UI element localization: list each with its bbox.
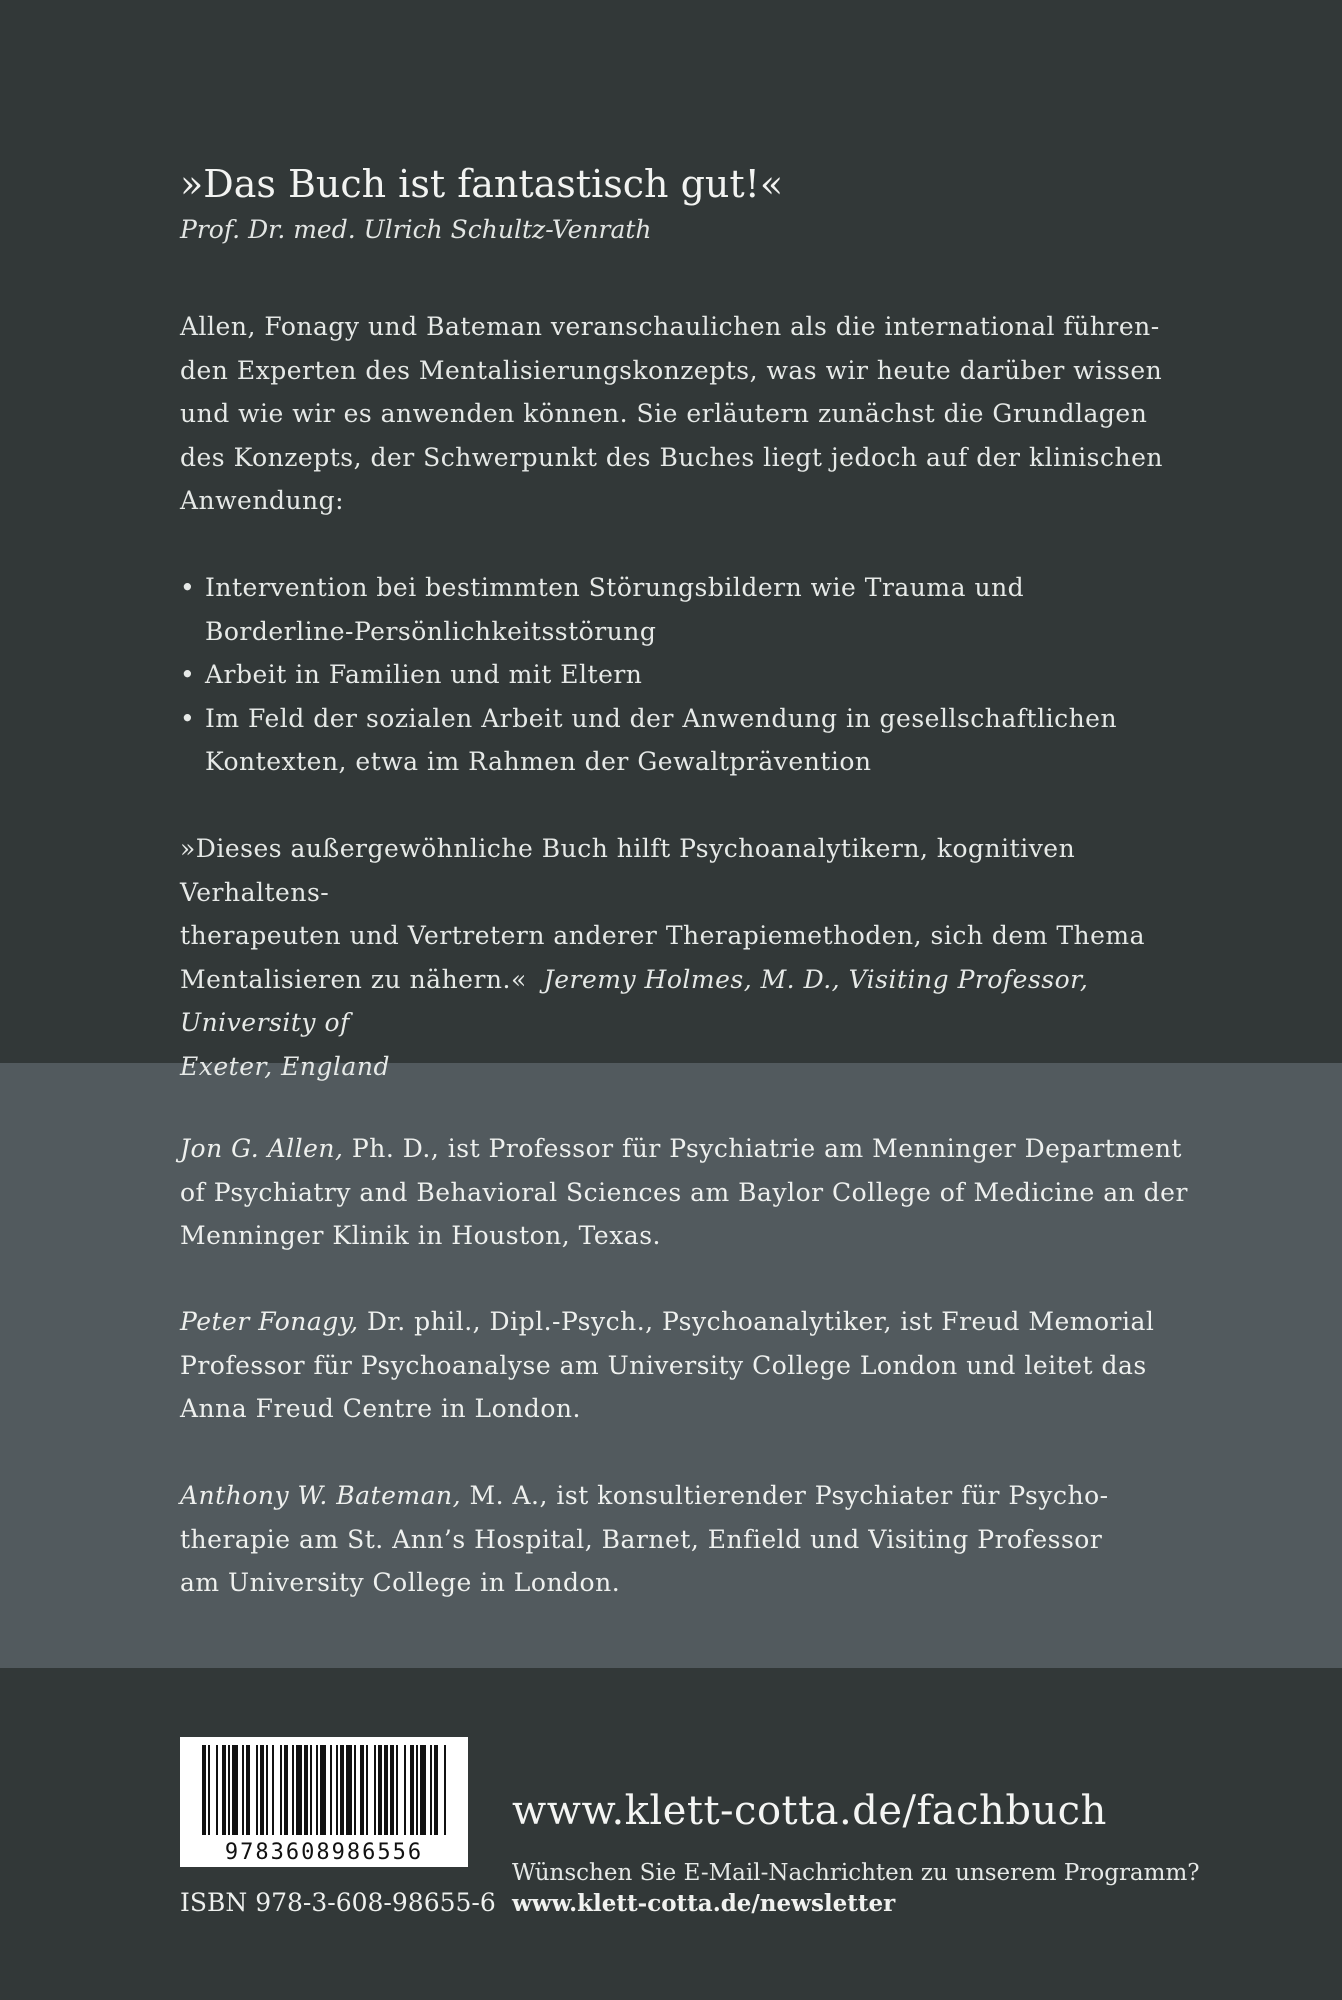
barcode-bar bbox=[304, 1745, 308, 1835]
headline-attribution: Prof. Dr. med. Ulrich Schultz-Venrath bbox=[180, 215, 652, 244]
barcode-bar bbox=[208, 1745, 210, 1835]
barcode-bar bbox=[320, 1745, 326, 1835]
barcode-bar bbox=[272, 1745, 274, 1835]
intro-line: Anwendung: bbox=[180, 486, 345, 515]
barcode-bar bbox=[202, 1745, 206, 1835]
barcode-bar bbox=[374, 1745, 376, 1835]
barcode-number: 9783608986556 bbox=[224, 1840, 424, 1865]
intro-line: des Konzepts, der Schwerpunkt des Buches liegt jedoch auf der klinischen bbox=[180, 442, 1164, 472]
bullet-icon: • bbox=[180, 660, 196, 689]
barcode bbox=[180, 1737, 468, 1867]
author-name: Peter Fonagy, bbox=[180, 1307, 359, 1336]
author-name: Jon G. Allen, bbox=[180, 1134, 344, 1163]
barcode-bar bbox=[316, 1745, 318, 1835]
barcode-bar bbox=[266, 1745, 268, 1835]
list-item: • Arbeit in Familien und mit Eltern bbox=[180, 653, 1220, 697]
review-attribution-cont: Exeter, England bbox=[180, 1051, 390, 1081]
barcode-bar bbox=[260, 1745, 264, 1835]
review-quote: »Dieses außergewöhnliche Buch hilft Psychoanalytikern, kognitiven Verhaltens- therapeuten und Vertretern anderer Therapiemethoden, sich dem Thema Mentalisieren zu nähern.« Jeremy Holmes, M. D., Visiting Professor, University of Exeter, England bbox=[180, 834, 1146, 1081]
list-item: • Im Feld der sozialen Arbeit und der Anwendung in gesellschaftlichen Kontexten, etwa im Rahmen der Gewaltprävention bbox=[180, 697, 1220, 784]
barcode-bar bbox=[416, 1745, 418, 1835]
intro-paragraph bbox=[180, 305, 1220, 523]
intro-line: den Experten des Mentalisierungskonzepts, was wir heute darüber wissen bbox=[180, 355, 1163, 385]
barcode-bar bbox=[292, 1745, 294, 1835]
intro-line: und wie wir es anwenden können. Sie erläutern zunächst die Grundlagen bbox=[180, 399, 1148, 428]
isbn: ISBN 978-3-608-98655-6 bbox=[180, 1888, 496, 1917]
barcode-bar bbox=[410, 1745, 414, 1835]
bullet-icon: • bbox=[180, 573, 196, 602]
barcode-bar bbox=[384, 1745, 388, 1835]
barcode-bar bbox=[354, 1745, 356, 1835]
bullet-icon: • bbox=[180, 703, 196, 733]
author-bio-fonagy: Peter Fonagy, Dr. phil., Dipl.-Psych., Psychoanalytiker, ist Freud Memorial Professor für Psychoanalyse am University College London und leitet das Anna Freud Centre in London. bbox=[180, 1307, 1155, 1423]
barcode-bar bbox=[216, 1745, 218, 1835]
barcode-bar bbox=[256, 1745, 258, 1835]
barcode-bar bbox=[434, 1745, 438, 1835]
feature-list bbox=[180, 566, 1220, 784]
barcode-bar bbox=[228, 1745, 230, 1835]
barcode-bar bbox=[366, 1745, 368, 1835]
barcode-bar bbox=[284, 1745, 288, 1835]
barcode-bar bbox=[246, 1745, 250, 1835]
barcode-bars-icon bbox=[180, 1737, 468, 1841]
publisher-website-link[interactable]: www.klett-cotta.de/fachbuch bbox=[512, 1788, 1107, 1834]
author-bio-allen: Jon G. Allen, Ph. D., ist Professor für Psychiatrie am Menninger Department of Psychiatry and Behavioral Sciences am Baylor College of Medicine an der Menninger Klinik in Houston, Texas. bbox=[180, 1134, 1188, 1250]
barcode-bar bbox=[360, 1745, 364, 1835]
headline-quote: »Das Buch ist fantastisch gut!« bbox=[180, 162, 784, 206]
barcode-bar bbox=[242, 1745, 244, 1835]
author-bio-bateman: Anthony W. Bateman, M. A., ist konsultierender Psychiater für Psycho- therapie am St. Ann’s Hospital, Barnet, Enfield und Visiting Professor am University College in London. bbox=[180, 1481, 1109, 1597]
barcode-bar bbox=[336, 1745, 338, 1835]
barcode-bar bbox=[222, 1745, 226, 1835]
author-name: Anthony W. Bateman, bbox=[180, 1481, 462, 1510]
barcode-bar bbox=[330, 1745, 332, 1835]
review-attribution: Jeremy Holmes, M. D., Visiting Professor, University of bbox=[180, 964, 1089, 1037]
barcode-bar bbox=[280, 1745, 282, 1835]
barcode-bar bbox=[420, 1745, 426, 1835]
barcode-bar bbox=[346, 1745, 352, 1835]
barcode-bar bbox=[430, 1745, 432, 1835]
barcode-bar bbox=[340, 1745, 344, 1835]
barcode-bar bbox=[310, 1745, 312, 1835]
list-item: • Intervention bei bestimmten Störungsbildern wie Trauma und Borderline-Persönlichkeitsstörung bbox=[180, 566, 1220, 653]
barcode-bar bbox=[404, 1745, 406, 1835]
intro-line: Allen, Fonagy und Bateman veranschaulichen als die international führen- bbox=[180, 312, 1160, 341]
barcode-bar bbox=[396, 1745, 398, 1835]
barcode-bar bbox=[296, 1745, 302, 1835]
newsletter-link[interactable]: www.klett-cotta.de/newsletter bbox=[512, 1890, 896, 1917]
barcode-bar bbox=[390, 1745, 394, 1835]
barcode-bar bbox=[378, 1745, 382, 1835]
barcode-bar bbox=[444, 1745, 446, 1835]
newsletter-prompt: Wünschen Sie E-Mail-Nachrichten zu unserem Programm? bbox=[512, 1860, 1200, 1886]
barcode-bar bbox=[232, 1745, 238, 1835]
